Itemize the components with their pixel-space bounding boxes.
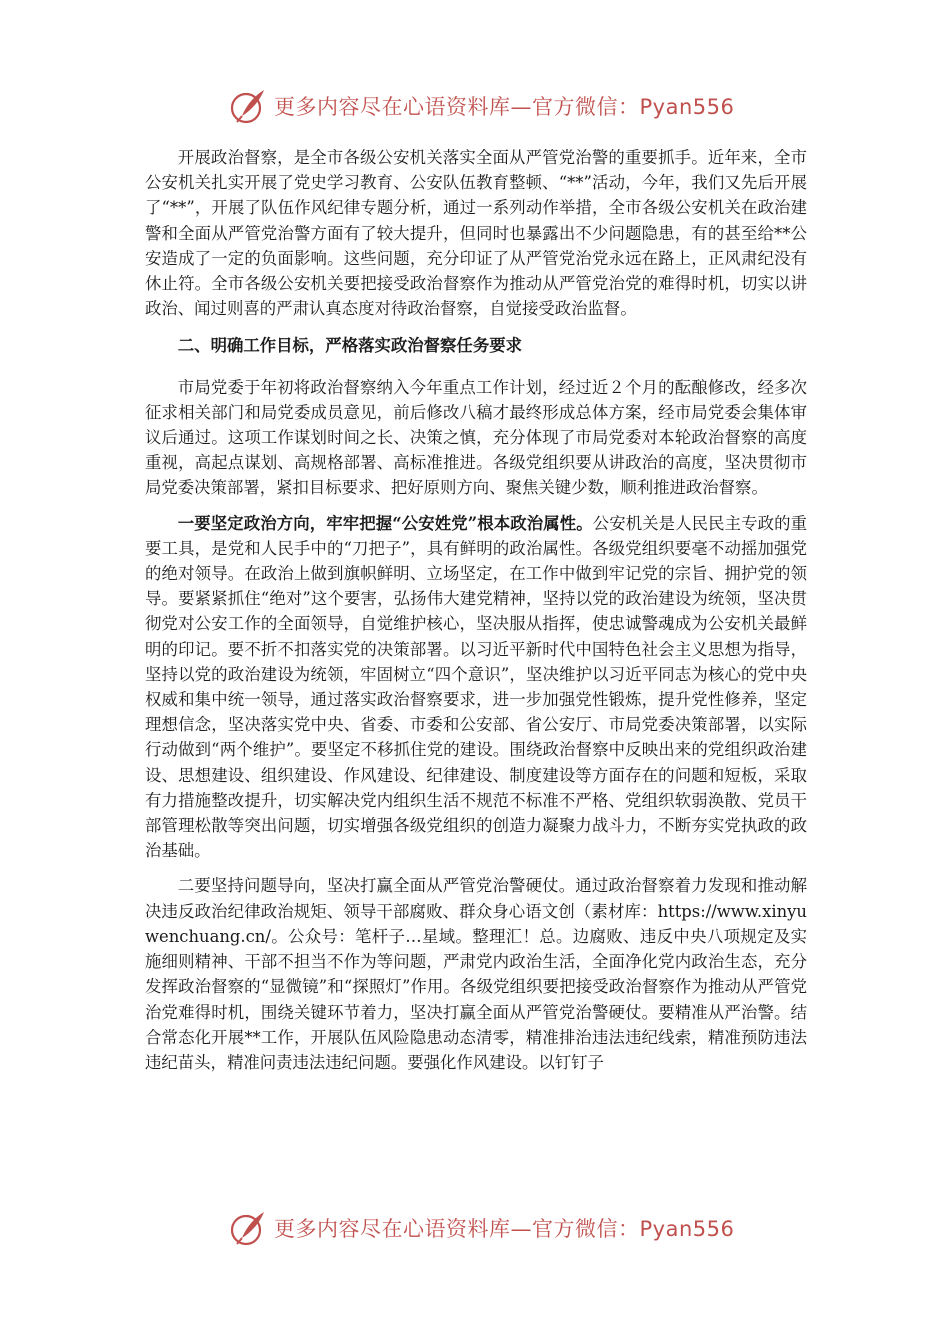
point-one-lead: 一要坚定政治方向，牢牢把握“公安姓党”根本政治属性。 <box>177 513 593 533</box>
quill-pen-logo-icon <box>228 1208 268 1248</box>
paragraph-point-two: 二要坚持问题导向，坚决打赢全面从严管党治警硬仗。通过政治督察着力发现和推动解决违反政治纪律政治规矩、领导干部腐败、群众身心语文创（素材库：https://www.xinyuwenchuang.cn/。公众号：笔杆子…星域。整理汇！总。边腐败、违反中央八项规定及实施细则精神、干部不担当不作为等问题，严肃党内政治生活，全面净化党内政治生态，充分发挥政治督察的“显微镜”和“探照灯”作用。各级党组织要把接受政治督察作为推动从严管党治党难得时机，围绕关键环节着力，坚决打赢全面从严管党治警硬仗。要精准从严治警。结合常态化开展**工作，开展队伍风险隐患动态清零，精准排治违法违纪线索，精准预防违法违纪苗头，精准问责违法违纪问题。要强化作风建设。以钉钉子 <box>145 876 807 1072</box>
footer-banner <box>228 1206 734 1250</box>
paragraph-point-one <box>145 511 807 864</box>
header-banner <box>228 84 734 128</box>
banner-text: 更多内容尽在心语资料库—官方微信：Pyan556 <box>274 1217 735 1241</box>
banner-text: 更多内容尽在心语资料库—官方微信：Pyan556 <box>274 95 735 119</box>
point-one-body: 公安机关是人民民主专政的重要工具，是党和人民手中的“刀把子”，具有鲜明的政治属性。各级党组织要毫不动摇加强党的绝对领导。在政治上做到旗帜鲜明、立场坚定，在工作中做到牢记党的宗旨、拥护党的领导。要紧紧抓住“绝对”这个要害，弘扬伟大建党精神，坚持以党的政治建设为统领，坚决贯彻党对公安工作的全面领导，自觉维护核心，坚决服从指挥，使忠诚警魂成为公安机关最鲜明的印记。要不折不扣落实党的决策部署。以习近平新时代中国特色社会主义思想为指导，坚持以党的政治建设为统领，牢固树立“四个意识”，坚决维护以习近平同志为核心的党中央权威和集中统一领导，通过落实政治督察要求，进一步加强党性锻炼，提升党性修养，坚定理想信念，坚决落实党中央、省委、市委和公安部、省公安厅、市局党委决策部署，以实际行动做到“两个维护”。要坚定不移抓住党的建设。围绕政治督察中反映出来的党组织政治建设、思想建设、组织建设、作风建设、纪律建设、制度建设等方面存在的问题和短板，采取有力措施整改提升，切实解决党内组织生活不规范不标准不严格、党组织软弱涣散、党员干部管理松散等突出问题，切实增强各级党组织的创造力凝聚力战斗力，不断夯实党执政的政治基础。 <box>145 513 808 861</box>
section-heading-2: 二、明确工作目标，严格落实政治督察任务要求 <box>177 336 522 356</box>
article-body <box>145 145 807 1085</box>
paragraph-plan: 市局党委于年初将政治督察纳入今年重点工作计划，经过近２个月的酝酿修改，经多次征求相关部门和局党委成员意见，前后修改八稿才最终形成总体方案，经市局党委会集体审议后通过。这项工作谋划时间之长、决策之慎，充分体现了市局党委对本轮政治督察的高度重视，高起点谋划、高规格部署、高标准推进。各级党组织要从讲政治的高度，坚决贯彻市局党委决策部署，紧扣目标要求、把好原则方向、聚焦关键少数，顺利推进政治督察。 <box>145 377 807 498</box>
paragraph-intro: 开展政治督察，是全市各级公安机关落实全面从严管党治警的重要抓手。近年来，全市公安机关扎实开展了党史学习教育、公安队伍教育整顿、“**”活动，今年，我们又先后开展了“**”，开展了队伍作风纪律专题分析，通过一系列动作举措，全市各级公安机关在政治建警和全面从严管党治警方面有了较大提升，但同时也暴露出不少问题隐患，有的甚至给**公安造成了一定的负面影响。这些问题，充分印证了从严管党治党永远在路上，正风肃纪没有休止符。全市各级公安机关要把接受政治督察作为推动从严管党治党的难得时机，切实以讲政治、闻过则喜的严肃认真态度对待政治督察，自觉接受政治监督。 <box>145 148 807 319</box>
quill-pen-logo-icon <box>228 86 268 126</box>
